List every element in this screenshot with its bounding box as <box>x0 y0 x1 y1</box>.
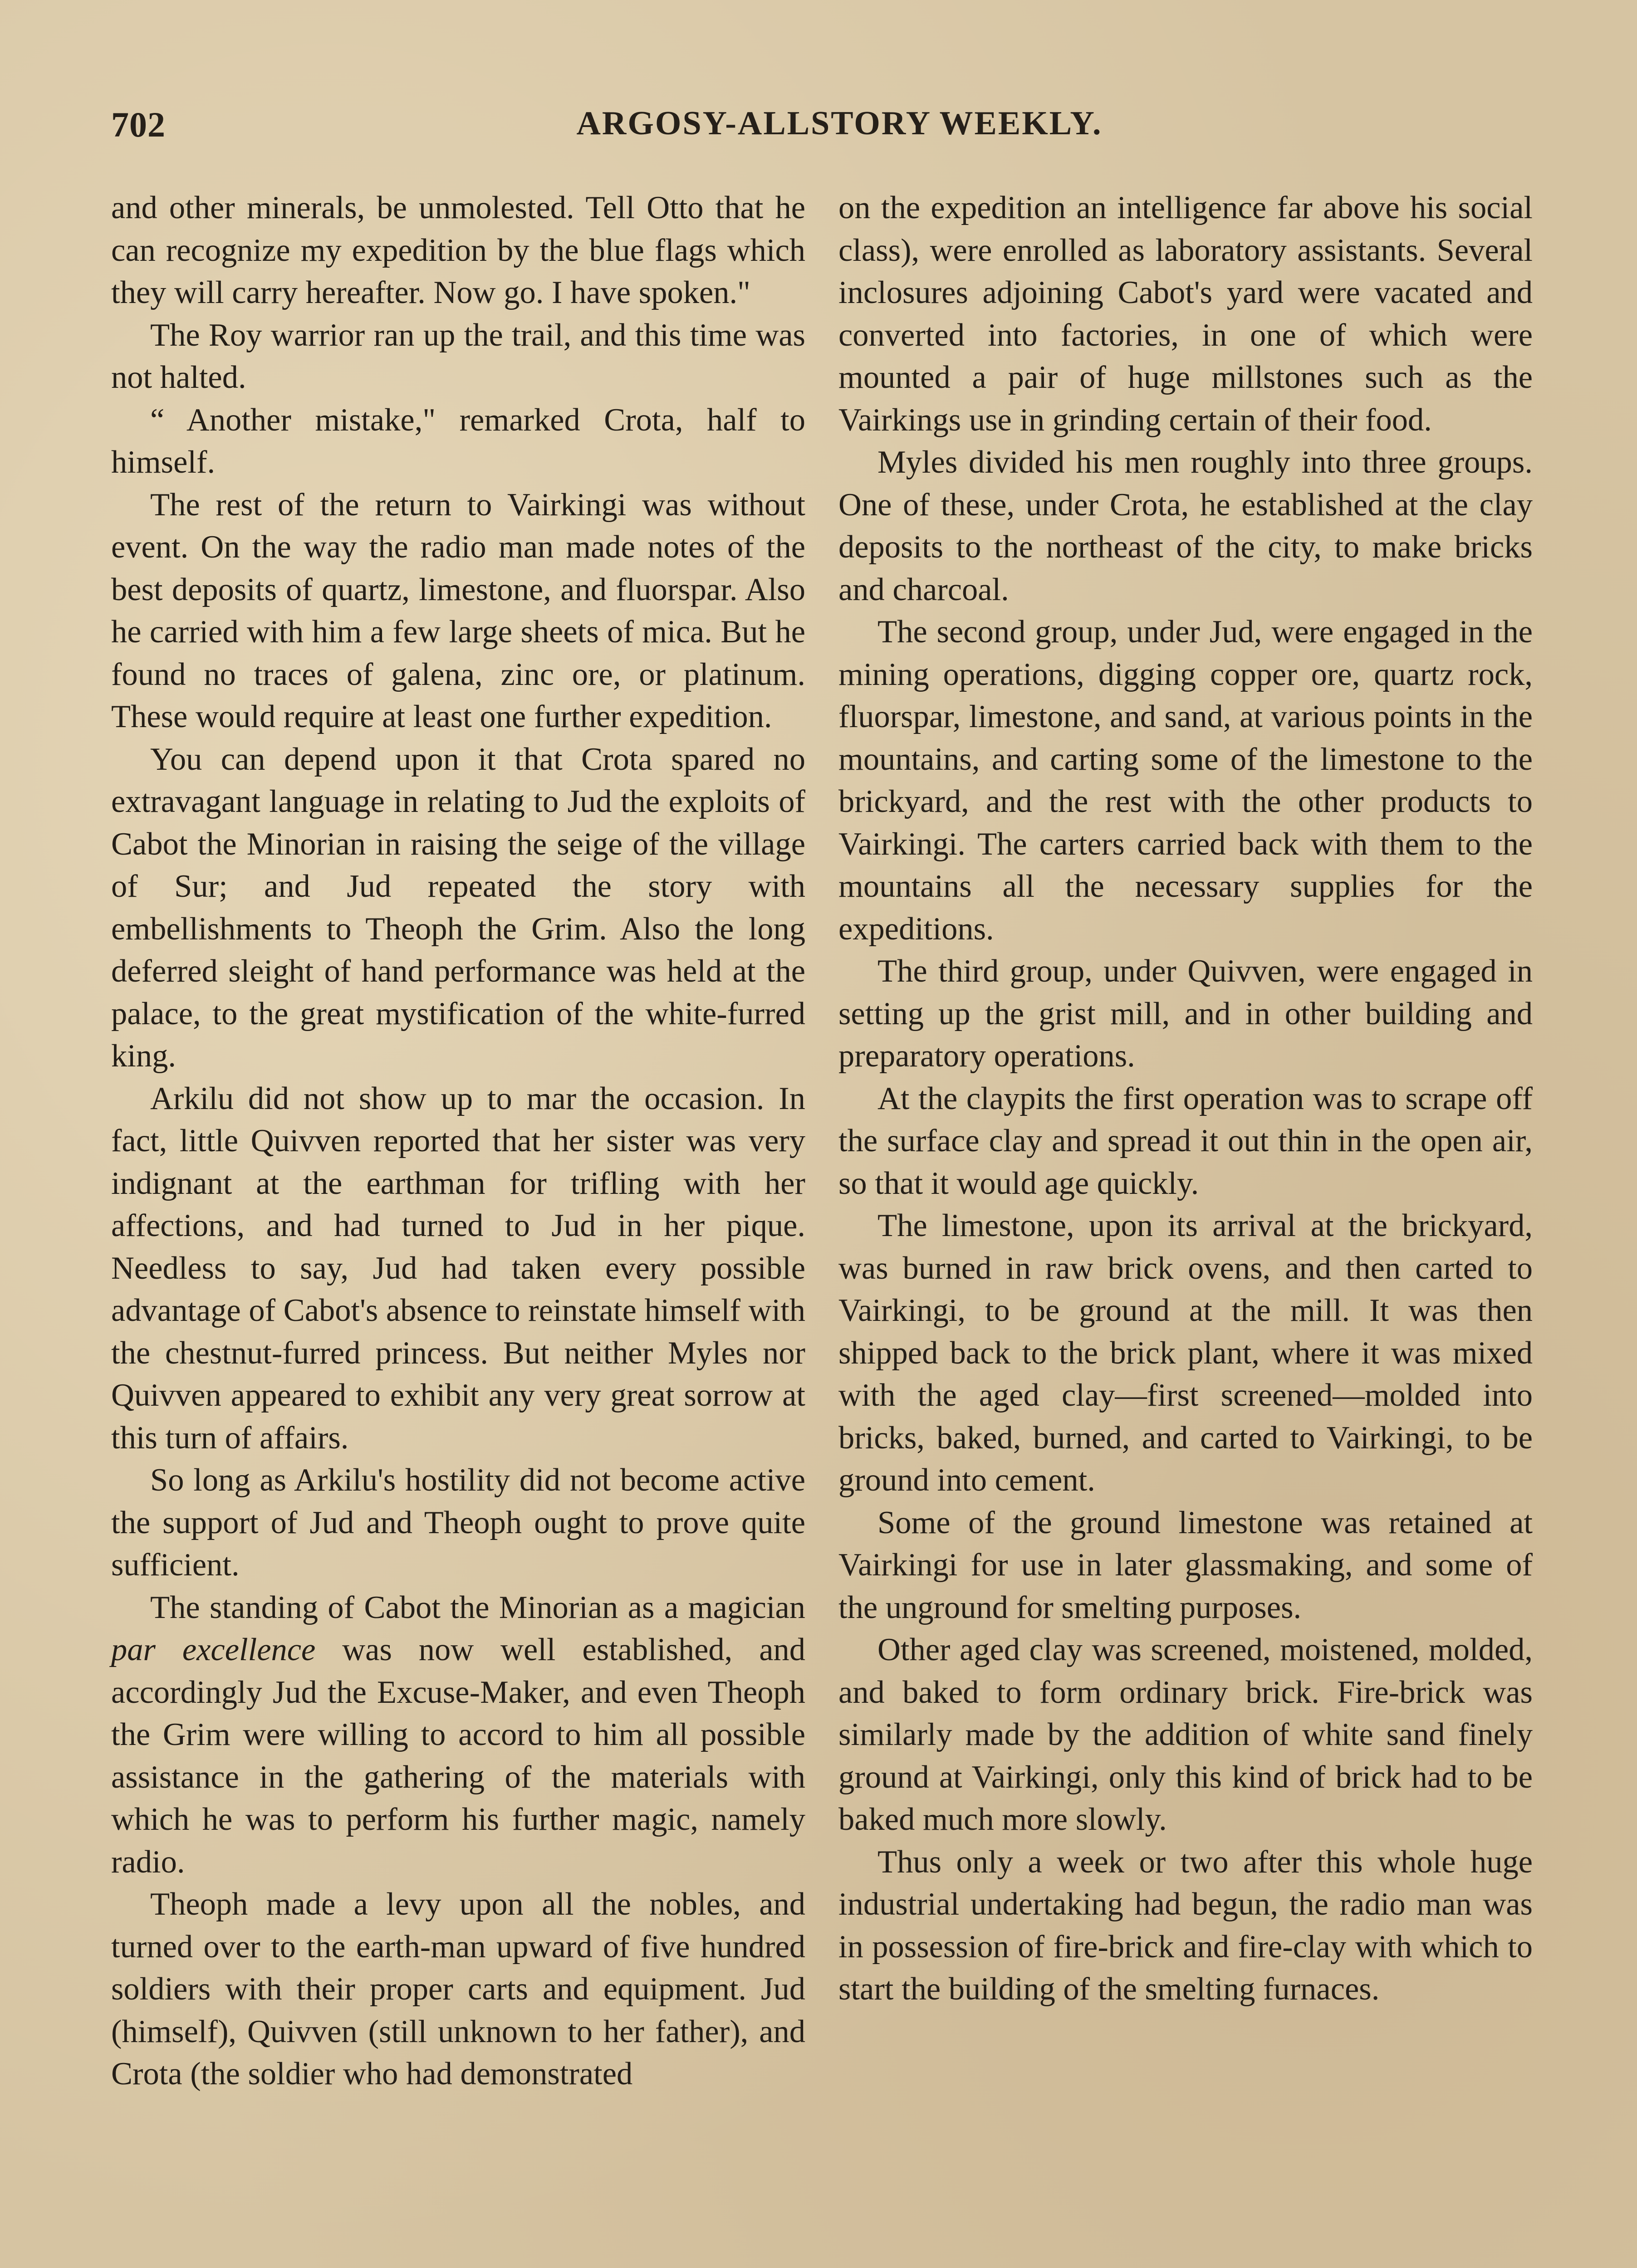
paragraph: on the expedition an intelligence far above his social class), were enrolled as laboratory assistants. Several inclosures adjoining Cabot's yard were vacated and converted into factories, in one of which were mounted a pair of huge millstones such as the Vairkings use in grinding certain of their food. <box>838 190 1533 438</box>
paragraph-text: The standing of Cabot the Minorian as a magician <box>150 1589 805 1625</box>
left-column <box>111 187 805 2096</box>
paragraph-text: was now well established, and accordingly Jud the Excuse-Maker, and even Theoph the Grim were willing to accord to him all possible assistance in the gathering of the materials with which he was to perform his further magic, namely radio. <box>111 1632 806 1880</box>
paragraph: Thus only a week or two after this whole huge industrial undertaking had begun, the radio man was in possession of fire-brick and fire-clay with which to start the building of the smelting furnaces. <box>838 1844 1533 2007</box>
running-title: ARGOSY-ALLSTORY WEEKLY. <box>576 105 1103 142</box>
paragraph: At the claypits the first operation was to scrape off the surface clay and spread it out thin in the open air, so that it would age quickly. <box>838 1080 1533 1201</box>
paragraph: The rest of the return to Vairkingi was without event. On the way the radio man made notes of the best deposits of quartz, limestone, and fluorspar. Also he carried with him a few large sheets of mica. But he found no traces of galena, zinc ore, or platinum. These would require at least one further expedition. <box>111 487 805 734</box>
paragraph: The Roy warrior ran up the trail, and this time was not halted. <box>111 317 805 395</box>
paragraph: Myles divided his men roughly into three groups. One of these, under Crota, he established at the clay deposits to the northeast of the city, to make bricks and charcoal. <box>838 445 1533 607</box>
paragraph: The third group, under Quivven, were engaged in setting up the grist mill, and in other building and preparatory operations. <box>838 953 1533 1074</box>
page-number: 702 <box>111 105 166 144</box>
paragraph: and other minerals, be unmolested. Tell Otto that he can recognize my expedition by the blue flags which they will carry hereafter. Now go. I have spoken." <box>111 190 805 310</box>
paragraph: So long as Arkilu's hostility did not become active the support of Jud and Theoph ought to prove quite sufficient. <box>111 1462 805 1583</box>
italic-phrase: par excellence <box>111 1632 316 1667</box>
paragraph <box>111 1587 805 1884</box>
paragraph: Theoph made a levy upon all the nobles, and turned over to the earth-man upward of five hundred soldiers with their proper carts and equipment. Jud (himself), Quivven (still unknown to her father), and Crota (the soldier who had demonstrated <box>111 1887 805 2092</box>
paragraph: Other aged clay was screened, moistened, molded, and baked to form ordinary brick. Fire-brick was similarly made by the addition of white sand finely ground at Vairkingi, only this kind of brick had to be baked much more slowly. <box>838 1632 1533 1837</box>
paragraph: Arkilu did not show up to mar the occasion. In fact, little Quivven reported that her sister was very indignant at the earthman for trifling with her affections, and had turned to Jud in her pique. Needless to say, Jud had taken every possible advantage of Cabot's absence to reinstate himself with the chestnut-furred princess. But neither Myles nor Quivven appeared to exhibit any very great sorrow at this turn of affairs. <box>111 1080 805 1456</box>
paragraph: Some of the ground limestone was retained at Vairkingi for use in later glassmaking, and some of the unground for smelting purposes. <box>838 1505 1533 1625</box>
paragraph: “ Another mistake," remarked Crota, half to himself. <box>111 402 805 480</box>
right-column <box>838 187 1533 2011</box>
paragraph: You can depend upon it that Crota spared no extravagant language in relating to Jud the exploits of Cabot the Minorian in raising the seige of the village of Sur; and Jud repeated the story with embellishments to Theoph the Grim. Also the long deferred sleight of hand performance was held at the palace, to the great mystification of the white-furred king. <box>111 741 805 1074</box>
paragraph: The limestone, upon its arrival at the brickyard, was burned in raw brick ovens, and then carted to Vairkingi, to be ground at the mill. It was then shipped back to the brick plant, where it was mixed with the aged clay—first screened—molded into bricks, baked, burned, and carted to Vairkingi, to be ground into cement. <box>838 1208 1533 1498</box>
paragraph: The second group, under Jud, were engaged in the mining operations, digging copper ore, quartz rock, fluorspar, limestone, and sand, at various points in the mountains, and carting some of the limestone to the brickyard, and the rest with the other products to Vairkingi. The carters carried back with them to the mountains all the necessary supplies for the expeditions. <box>838 614 1533 947</box>
